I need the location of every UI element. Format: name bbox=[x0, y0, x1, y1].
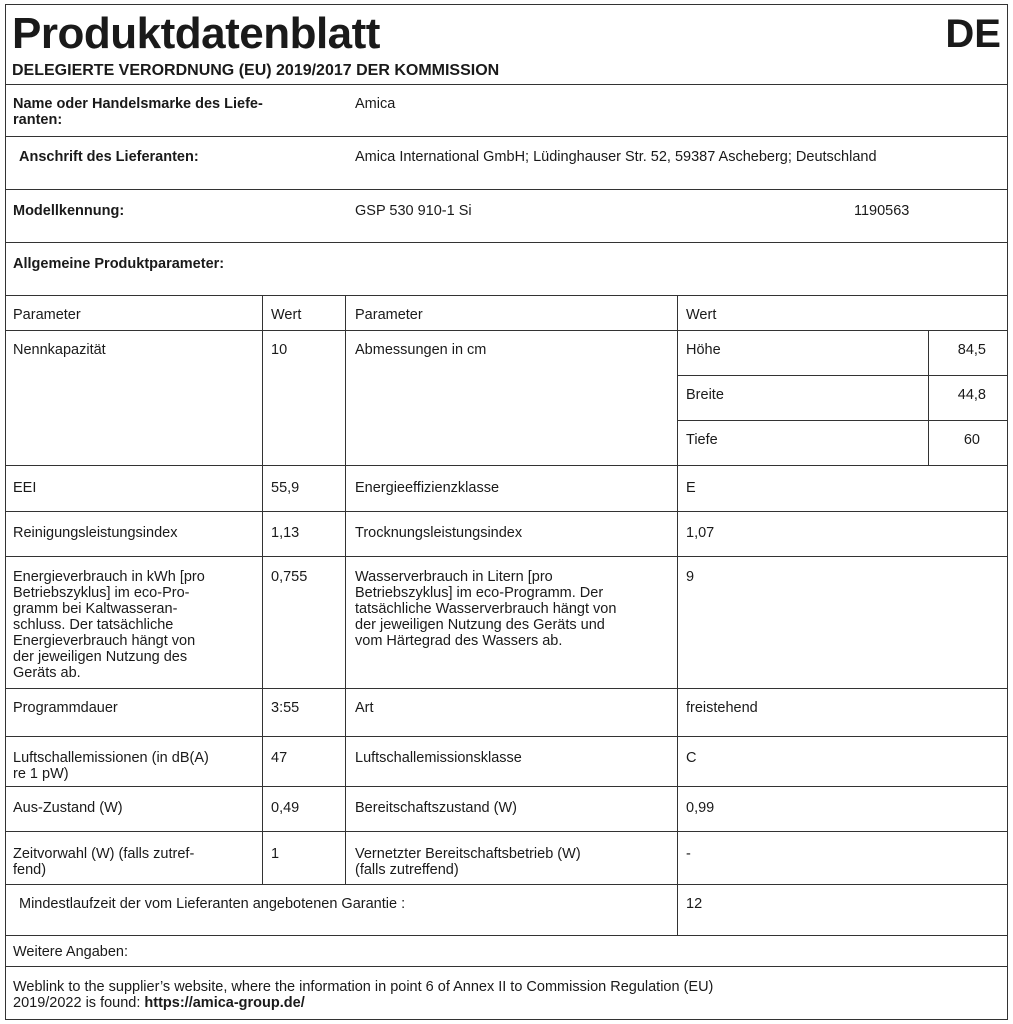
energy-consumption-label: Energieverbrauch in kWh [pro Betriebszyklus] im eco-Pro- gramm bei Kaltwasseran- schluss. Der tatsächliche Energieverbrauch hängt von der jeweiligen Nutzung des Geräts ab. bbox=[13, 569, 205, 681]
network-standby-label: Vernetzter Bereitschaftsbetrieb (W) (falls zutreffend) bbox=[355, 846, 581, 878]
page-title: Produktdatenblatt bbox=[12, 9, 380, 58]
further-info-label: Weitere Angaben: bbox=[13, 944, 129, 960]
divider bbox=[262, 295, 263, 884]
noise-emission-value: 47 bbox=[271, 750, 288, 766]
divider bbox=[5, 511, 1008, 512]
eei-label: EEI bbox=[13, 480, 37, 496]
divider bbox=[345, 295, 346, 884]
divider bbox=[677, 375, 1008, 376]
column-header-parameter: Parameter bbox=[13, 307, 81, 323]
divider bbox=[5, 556, 1008, 557]
column-header-value: Wert bbox=[686, 307, 717, 323]
supplier-name-value: Amica bbox=[355, 96, 396, 112]
noise-class-value: C bbox=[686, 750, 697, 766]
drying-index-value: 1,07 bbox=[686, 525, 715, 541]
divider bbox=[928, 330, 929, 465]
regulation-subtitle: DELEGIERTE VERORDNUNG (EU) 2019/2017 DER KOMMISSION bbox=[12, 62, 500, 79]
column-header-parameter: Parameter bbox=[355, 307, 423, 323]
divider bbox=[5, 242, 1008, 243]
divider bbox=[5, 688, 1008, 689]
type-value: freistehend bbox=[686, 700, 758, 716]
divider bbox=[5, 84, 1008, 85]
divider bbox=[5, 935, 1008, 936]
program-duration-label: Programmdauer bbox=[13, 700, 118, 716]
divider bbox=[5, 295, 1008, 296]
capacity-value: 10 bbox=[271, 342, 288, 358]
model-code: 1190563 bbox=[854, 203, 910, 219]
width-value: 44,8 bbox=[957, 387, 986, 403]
divider bbox=[5, 966, 1008, 967]
divider bbox=[5, 884, 1008, 885]
noise-class-label: Luftschallemissionsklasse bbox=[355, 750, 522, 766]
cleaning-index-value: 1,13 bbox=[271, 525, 300, 541]
depth-value: 60 bbox=[963, 432, 980, 448]
standby-mode-value: 0,99 bbox=[686, 800, 715, 816]
type-label: Art bbox=[355, 700, 374, 716]
height-value: 84,5 bbox=[957, 342, 986, 358]
off-mode-value: 0,49 bbox=[271, 800, 300, 816]
divider bbox=[5, 465, 1008, 466]
divider bbox=[5, 189, 1008, 190]
depth-label: Tiefe bbox=[686, 432, 718, 448]
language-code: DE bbox=[945, 12, 1001, 56]
energy-class-label: Energieeffizienzklasse bbox=[355, 480, 500, 496]
capacity-label: Nennkapazität bbox=[13, 342, 106, 358]
water-consumption-label: Wasserverbrauch in Litern [pro Betriebszyklus] im eco-Programm. Der tatsächliche Wasserverbrauch hängt von der jeweiligen Nutzung des Geräts und vom Härtegrad des Wassers ab. bbox=[355, 569, 617, 649]
noise-emission-label: Luftschallemissionen (in dB(A) re 1 pW) bbox=[13, 750, 209, 782]
cleaning-index-label: Reinigungsleistungsindex bbox=[13, 525, 178, 541]
energy-consumption-value: 0,755 bbox=[271, 569, 308, 585]
drying-index-label: Trocknungsleistungsindex bbox=[355, 525, 523, 541]
eei-value: 55,9 bbox=[271, 480, 300, 496]
water-consumption-value: 9 bbox=[686, 569, 695, 585]
model-label: Modellkennung: bbox=[13, 203, 125, 219]
general-parameters-label: Allgemeine Produktparameter: bbox=[13, 256, 225, 272]
divider bbox=[5, 330, 1008, 331]
warranty-value: 12 bbox=[686, 896, 703, 912]
supplier-address-value: Amica International GmbH; Lüdinghauser Str. 52, 59387 Ascheberg; Deutschland bbox=[355, 149, 877, 165]
energy-class-value: E bbox=[686, 480, 696, 496]
supplier-name-label: Name oder Handelsmarke des Liefe- ranten: bbox=[13, 96, 263, 128]
divider bbox=[677, 295, 678, 935]
divider bbox=[5, 136, 1008, 137]
divider bbox=[5, 831, 1008, 832]
weblink-text bbox=[13, 979, 993, 1011]
off-mode-label: Aus-Zustand (W) bbox=[13, 800, 123, 816]
column-header-value: Wert bbox=[271, 307, 302, 323]
divider bbox=[677, 420, 1008, 421]
network-standby-value: - bbox=[686, 846, 691, 862]
warranty-label: Mindestlaufzeit der vom Lieferanten angebotenen Garantie : bbox=[19, 896, 406, 912]
height-label: Höhe bbox=[686, 342, 721, 358]
dimensions-label: Abmessungen in cm bbox=[355, 342, 487, 358]
model-value: GSP 530 910-1 Si bbox=[355, 203, 472, 219]
delay-start-value: 1 bbox=[271, 846, 280, 862]
weblink-description: Weblink to the supplier’s website, where the information in point 6 of Annex II to Commission Regulation (EU) 2019/2022 is found: bbox=[13, 979, 714, 1011]
width-label: Breite bbox=[686, 387, 724, 403]
program-duration-value: 3:55 bbox=[271, 700, 300, 716]
standby-mode-label: Bereitschaftszustand (W) bbox=[355, 800, 517, 816]
divider bbox=[5, 786, 1008, 787]
supplier-website-link[interactable]: https://amica-group.de/ bbox=[144, 995, 305, 1011]
divider bbox=[5, 736, 1008, 737]
delay-start-label: Zeitvorwahl (W) (falls zutref- fend) bbox=[13, 846, 195, 878]
supplier-address-label: Anschrift des Lieferanten: bbox=[19, 149, 199, 165]
